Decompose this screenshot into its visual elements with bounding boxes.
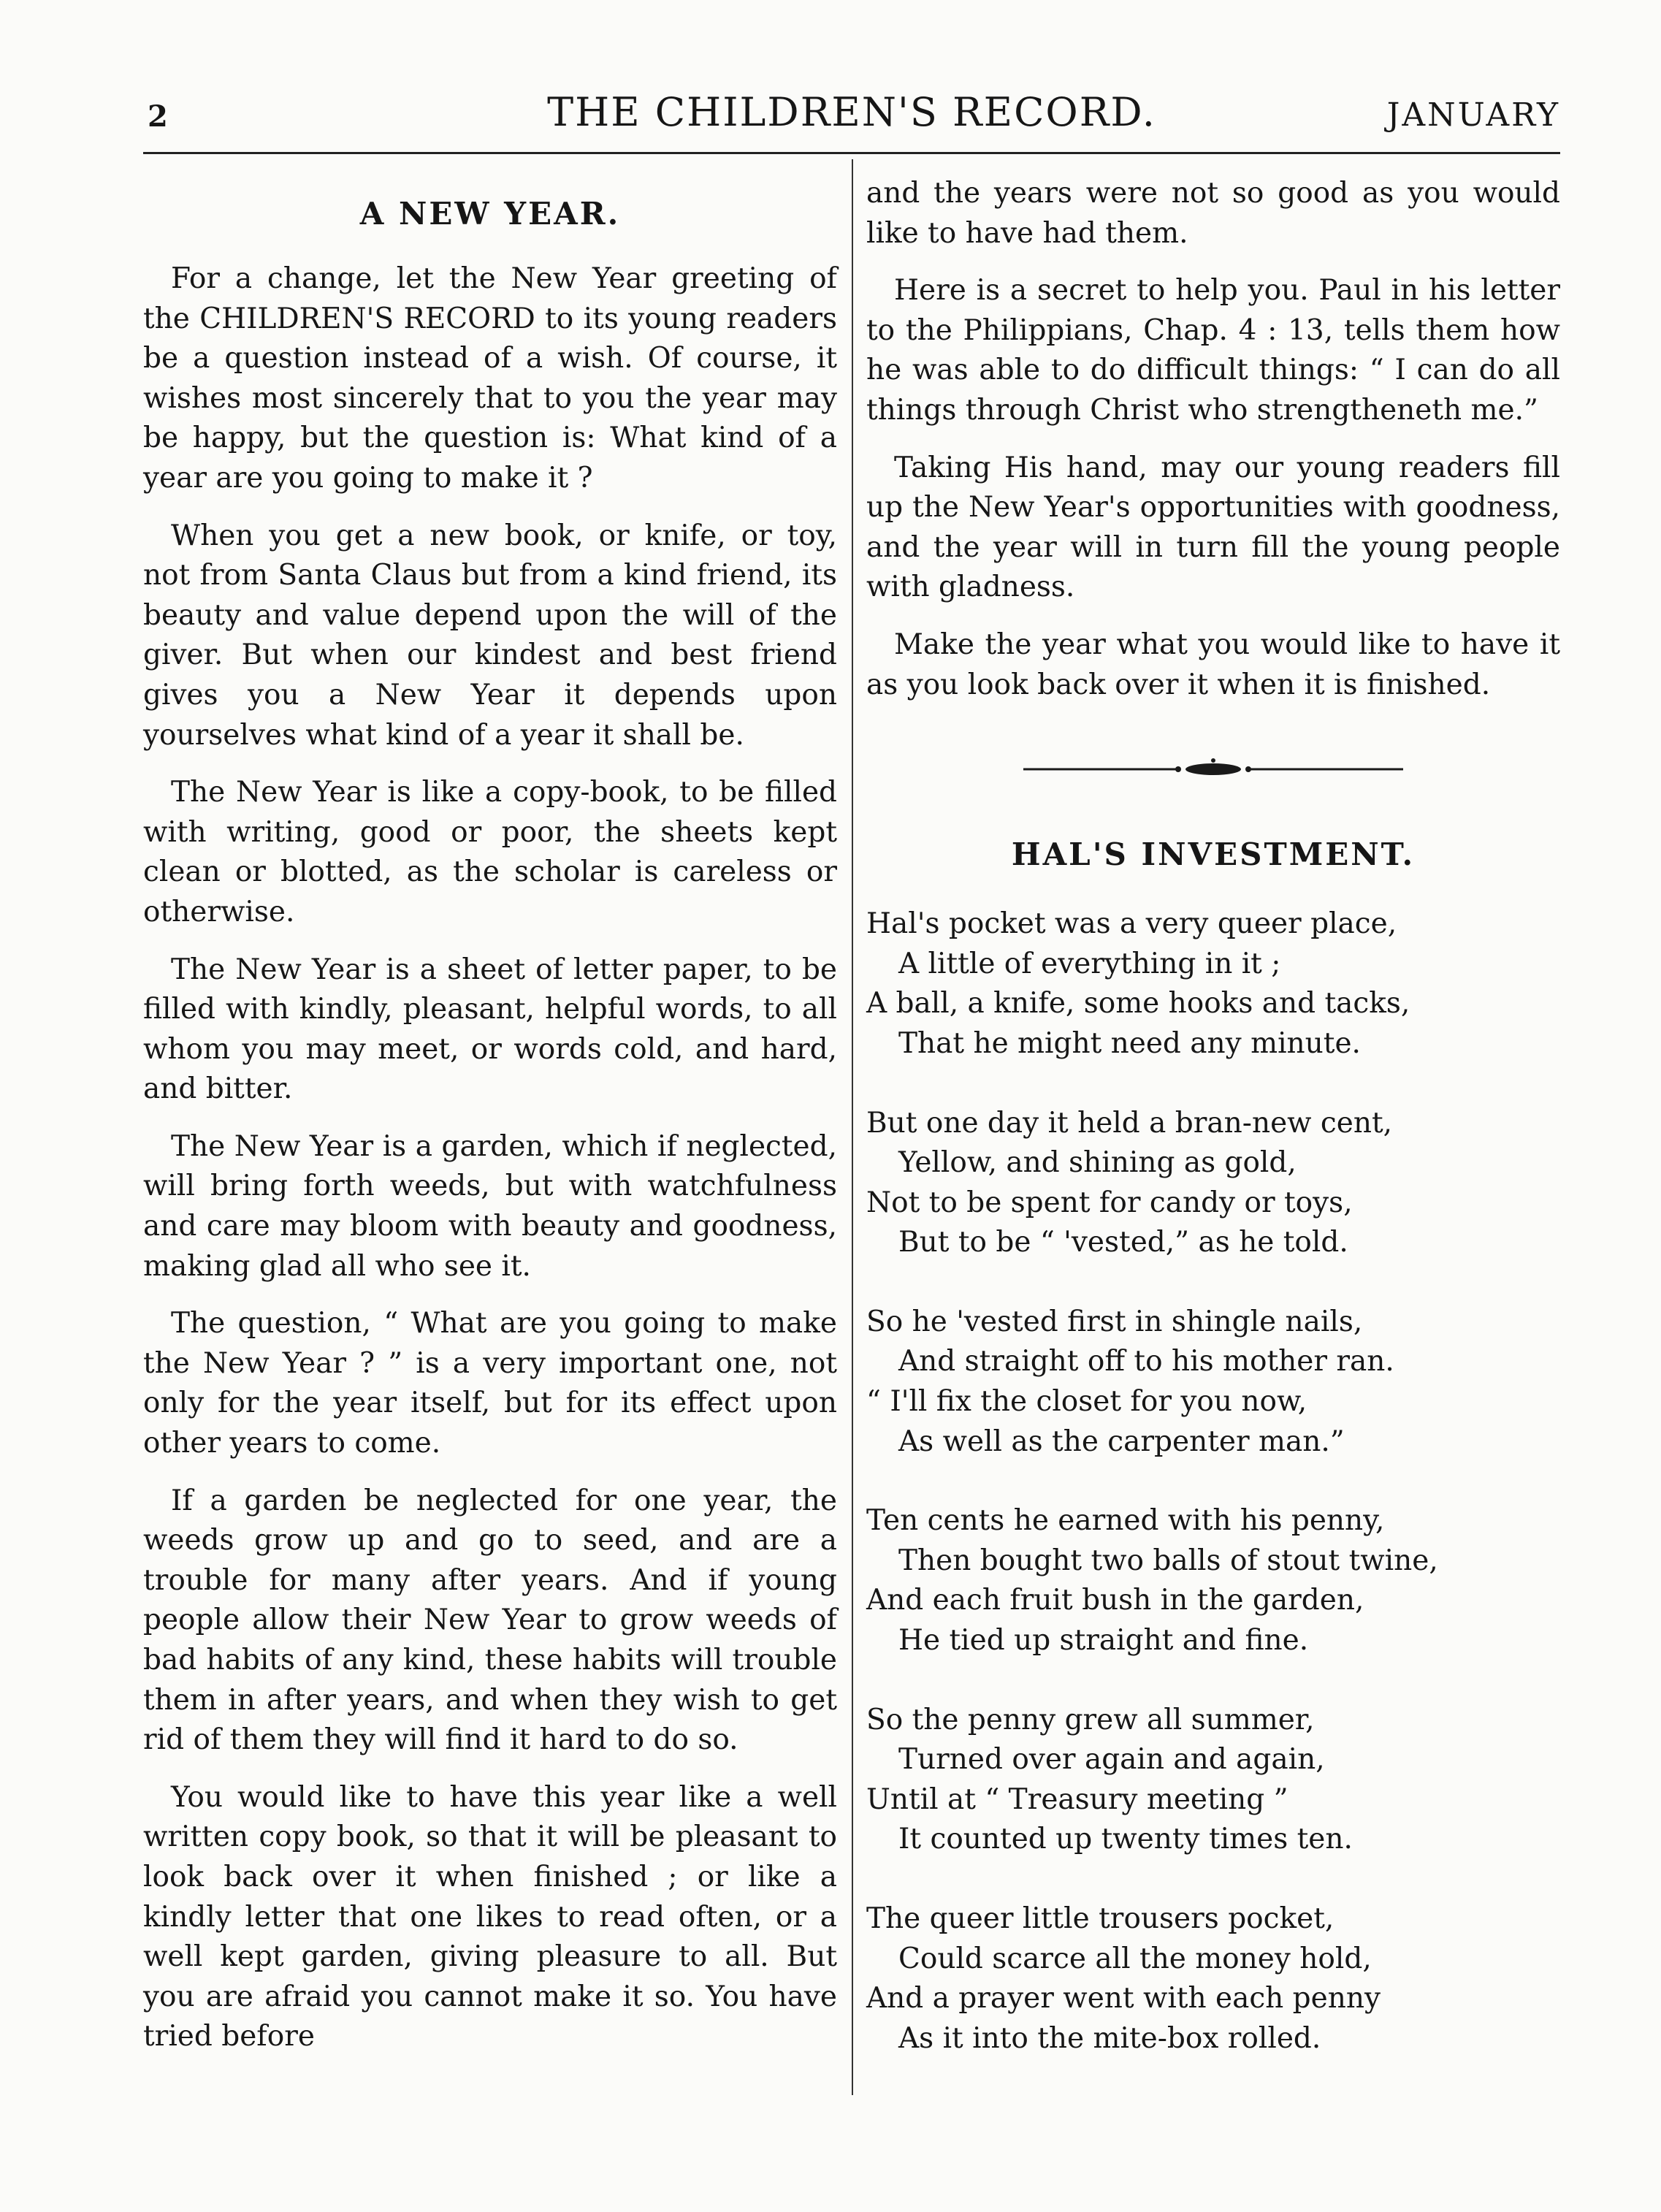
article-paragraph: When you get a new book, or knife, or toy, not from Santa Claus but from a kind friend, its beauty and value depend upon the will of the giver. But when our kindest and best friend gives you a New Year it depends upon yourselves what kind of a year it shall be. [143,519,837,752]
article-paragraph: Here is a secret to help you. Paul in his letter to the Philippians, Chap. 4 : 13, tells them how he was able to do difficult things: “ I can do all things through Christ who strengtheneth me.” [866,274,1560,427]
article-paragraph: If a garden be neglected for one year, the weeds grow up and go to seed, and are a trouble for many after years. And if young people allow their New Year to grow weeds of bad habits of any kind, these habits will trouble them in after years, and when they wish to get rid of them they will find it hard to do so. [143,1484,837,1757]
poem-stanza [866,1701,1560,1860]
running-title: THE CHILDREN'S RECORD. [547,89,1156,135]
page-number: 2 [148,99,168,134]
poem-line: Could scarce all the money hold, [898,1942,1372,1975]
poem-title: HAL'S INVESTMENT. [1011,836,1416,873]
article-paragraph: The New Year is like a copy-book, to be filled with writing, good or poor, the sheets kept clean or blotted, as the scholar is careless or otherwise. [143,776,837,928]
article-paragraph: For a change, let the New Year greeting of the CHILDREN'S RECORD to its young readers be a question instead of a wish. Of course, it wishes most sincerely that to you the year may be happy, but the question is: What kind of a year are you going to make it ? [143,262,837,495]
poem-line: He tied up straight and fine. [898,1624,1309,1658]
issue-month: JANUARY [1386,96,1560,134]
poem-line: The queer little trousers pocket, [866,1902,1334,1935]
poem-line: Not to be spent for candy or toys, [866,1186,1353,1219]
right-column [866,174,1560,2098]
poem-line: And each fruit bush in the garden, [866,1584,1364,1617]
poem-line: Ten cents he earned with his penny, [866,1504,1385,1538]
poem-stanza [866,1303,1560,1462]
page-header [143,89,1560,140]
poem-line: A ball, a knife, some hooks and tacks, [866,987,1410,1021]
poem-stanza [866,904,1560,1064]
poem-stanza [866,1899,1560,2059]
poem-stanza [866,1104,1560,1263]
column-divider [852,159,853,2095]
divider-flourish-icon [866,755,1560,798]
poem-line: Turned over again and again, [898,1743,1325,1777]
poem-line: As it into the mite-box rolled. [898,2021,1321,2055]
poem-line: Then bought two balls of stout twine, [898,1544,1438,1577]
poem-line: Hal's pocket was a very queer place, [866,907,1397,941]
poem-line: And a prayer went with each penny [866,1982,1381,2015]
article-paragraph: Taking His hand, may our young readers fill up the New Year's opportunities with goodness, and the year will in turn fill the young people with gladness. [866,451,1560,604]
poem-line: It counted up twenty times ten. [898,1823,1353,1856]
article-paragraph: The question, “ What are you going to make the New Year ? ” is a very important one, not only for the year itself, but for its effect upon other years to come. [143,1307,837,1460]
article-paragraph: Make the year what you would like to have it as you look back over it when it is finished. [866,628,1560,701]
left-column [143,174,837,2075]
poem-line: That he might need any minute. [898,1026,1361,1060]
poem-line: So the penny grew all summer, [866,1703,1315,1736]
article-paragraph: The New Year is a sheet of letter paper, to be filled with kindly, pleasant, helpful words, to all whom you may meet, or words cold, and hard, and bitter. [143,953,837,1106]
poem-line: A little of everything in it ; [898,947,1281,980]
poem-line: And straight off to his mother ran. [898,1345,1394,1378]
article-paragraph: You would like to have this year like a well written copy book, so that it will be pleasant to look back over it when finished ; or like a kindly letter that one likes to read often, or a well kept garden, giving pleasure to all. But you are afraid you cannot make it so. You have tried before [143,1780,837,2053]
poem-line: “ I'll fix the closet for you now, [866,1385,1307,1419]
poem-line: But one day it held a bran-new cent, [866,1106,1393,1140]
article-title: A NEW YEAR. [359,196,621,232]
poem-line: So he 'vested first in shingle nails, [866,1305,1363,1338]
poem-line: As well as the carpenter man.” [898,1425,1345,1458]
poem-line: Until at “ Treasury meeting ” [866,1782,1288,1816]
poem-line: But to be “ 'vested,” as he told. [898,1226,1348,1259]
article-paragraph: The New Year is a garden, which if neglected, will bring forth weeds, but with watchfulness and care may bloom with beauty and goodness, making glad all who see it. [143,1129,837,1283]
poem-stanza [866,1501,1560,1660]
poem-line: Yellow, and shining as gold, [898,1146,1297,1180]
header-rule [143,152,1560,154]
article-continuation: and the years were not so good as you would like to have had them. [866,177,1560,250]
